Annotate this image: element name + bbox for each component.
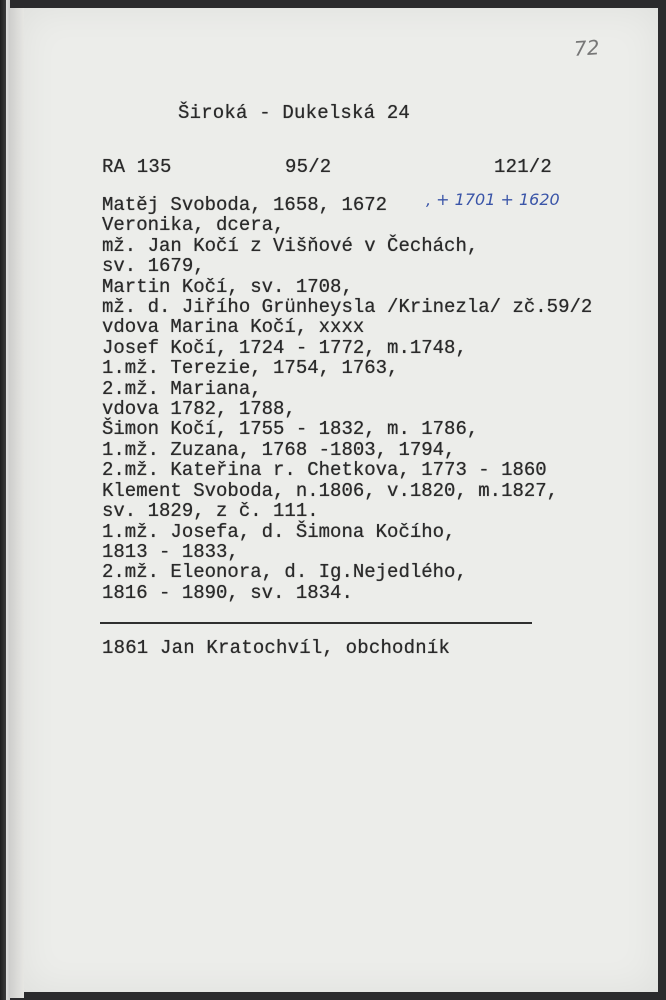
entry-line: Josef Kočí, 1724 - 1772, m.1748, [102,336,467,359]
entry-line: 1813 - 1833, [102,540,239,563]
entry-line: 2.mž. Eleonora, d. Ig.Nejedlého, [102,561,467,584]
divider-line [100,622,532,624]
handwritten-note: , + 1701 + 1620 [426,190,560,209]
reference-number-1: 95/2 [285,156,332,178]
entry-line: 1.mž. Josefa, d. Šimona Kočího, [102,520,456,543]
entry-line: 1.mž. Zuzana, 1768 -1803, 1794, [102,438,456,461]
entry-line: sv. 1829, z č. 111. [102,500,319,523]
entry-line: 2.mž. Mariana, [102,377,262,400]
adjacent-page-edge [0,0,10,1000]
entry-line: mž. Jan Kočí z Višňové v Čechách, [102,234,479,257]
entry-line: 1.mž. Terezie, 1754, 1763, [102,357,399,380]
entry-line: Šimon Kočí, 1755 - 1832, m. 1786, [102,418,479,441]
entry-line: 2.mž. Kateřina r. Chetkova, 1773 - 1860 [102,459,547,482]
card-title: Široká - Dukelská 24 [178,102,411,124]
entry-line: vdova Marina Kočí, xxxx [102,316,365,339]
entry-line: Klement Svoboda, n.1806, v.1820, m.1827, [102,479,559,502]
entry-line: vdova 1782, 1788, [102,398,296,421]
card-shadow-edge [10,8,24,998]
entry-line: 1816 - 1890, sv. 1834. [102,581,353,604]
reference-number-2: 121/2 [494,156,553,178]
entry-line: Veronika, dcera, [102,214,285,237]
entry-line: sv. 1679, [102,255,205,278]
entry-line: Matěj Svoboda, 1658, 1672 [102,194,388,216]
ra-reference: RA 135 [102,156,172,178]
owner-entries [102,195,592,603]
footer-entry: 1861 Jan Kratochvíl, obchodník [102,637,451,659]
entry-line: mž. d. Jiřího Grünheysla /Krinezla/ zč.59/2 [102,296,593,319]
page-number: 72 [573,35,601,61]
entry-line: Martin Kočí, sv. 1708, [102,275,353,298]
